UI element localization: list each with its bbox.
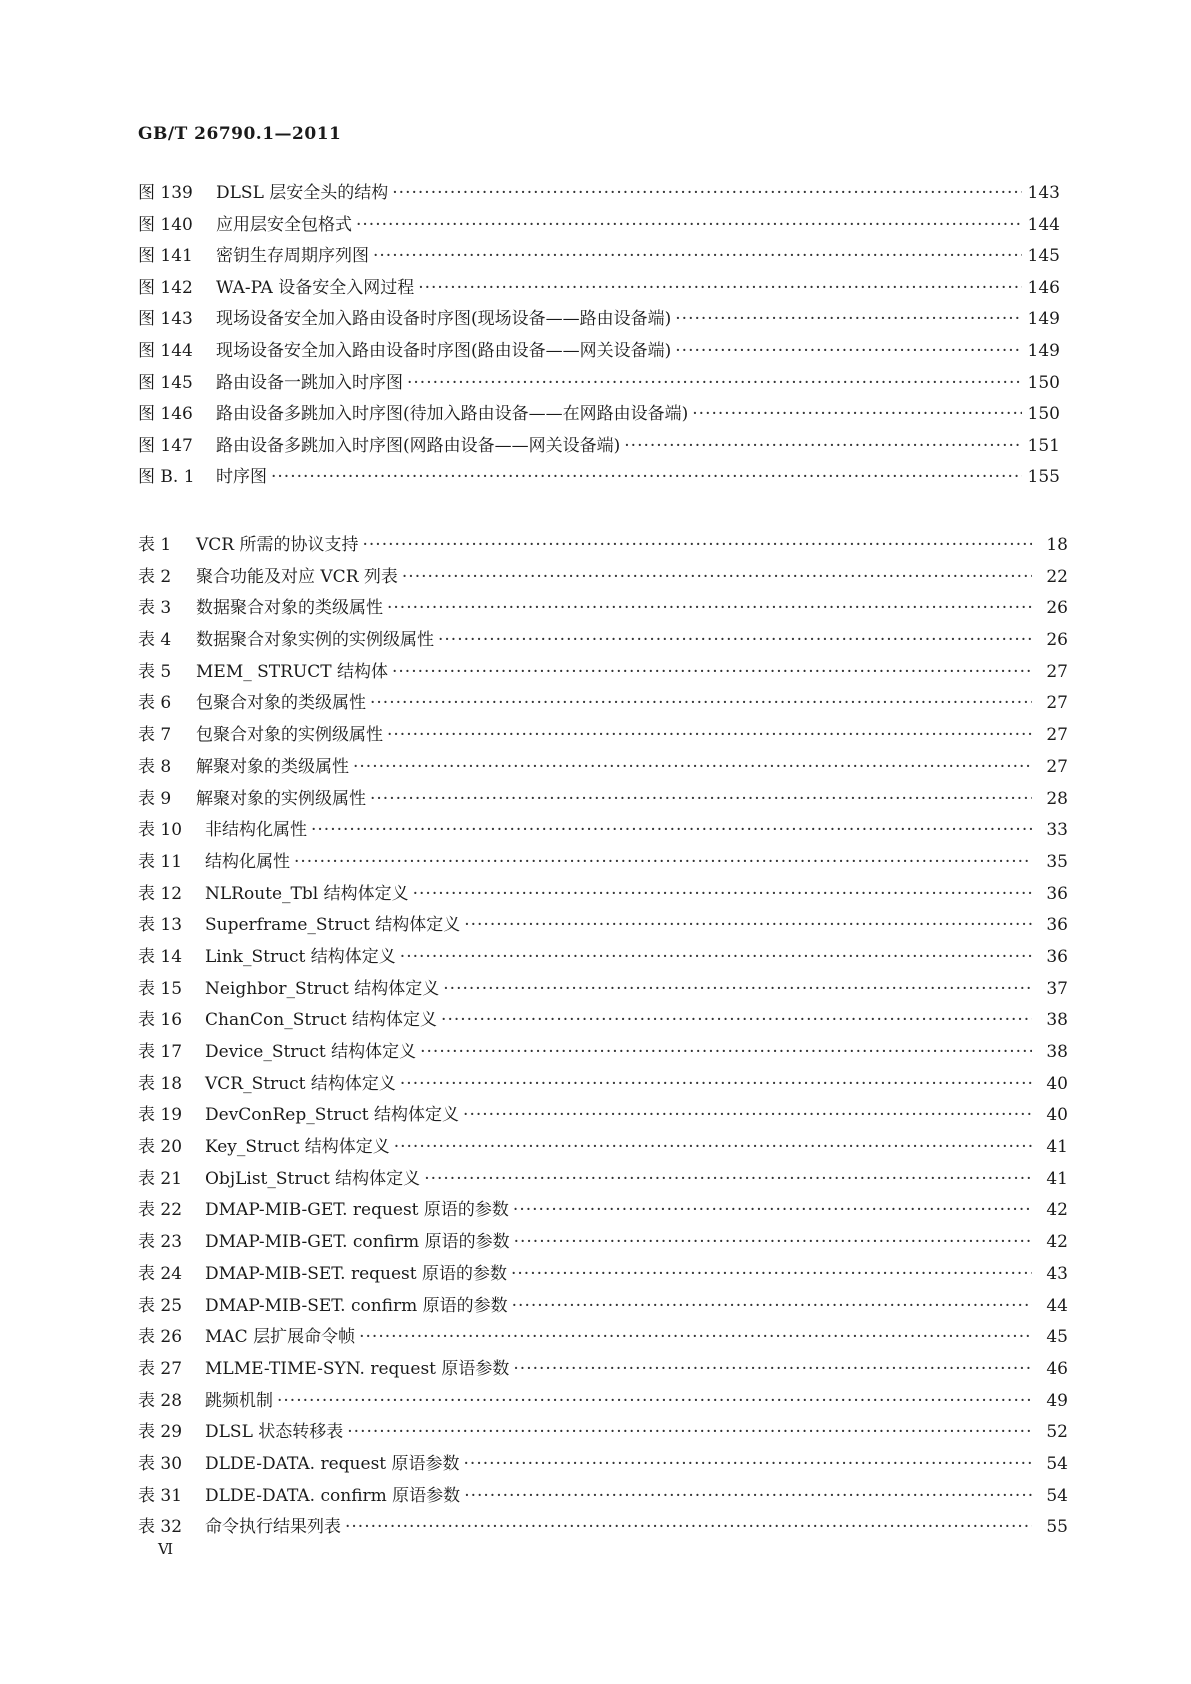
page-number: 54 (1046, 1453, 1068, 1474)
table-number: 表 18 (138, 1073, 183, 1094)
toc-row[interactable] (138, 974, 1068, 1006)
toc-row[interactable] (138, 1291, 1068, 1323)
figure-title: 现场设备安全加入路由设备时序图(路由设备——网关设备端) (216, 340, 672, 361)
table-number: 表 28 (138, 1390, 183, 1411)
page-number: 40 (1046, 1105, 1068, 1126)
page-number: 36 (1046, 915, 1068, 936)
toc-row[interactable] (138, 431, 1060, 463)
table-number: 表 12 (138, 883, 183, 904)
dot-leader (363, 535, 1033, 555)
table-number: 表 15 (138, 978, 183, 999)
dot-leader (464, 1486, 1032, 1506)
table-number: 表 25 (138, 1295, 183, 1316)
dot-leader (511, 1264, 1032, 1284)
table-number: 表 30 (138, 1453, 183, 1474)
page-number: 43 (1046, 1263, 1068, 1284)
table-title: 包聚合对象的实例级属性 (196, 725, 383, 746)
toc-row[interactable] (138, 1037, 1068, 1069)
table-number: 表 14 (138, 946, 183, 967)
dot-leader (370, 789, 1032, 809)
dot-leader (392, 662, 1032, 682)
figure-list (138, 178, 1060, 494)
toc-row[interactable] (138, 368, 1060, 400)
table-number: 表 19 (138, 1105, 183, 1126)
table-number: 表 20 (138, 1137, 183, 1158)
figure-title: 路由设备一跳加入时序图 (216, 372, 403, 393)
table-number: 表 6 (138, 693, 172, 714)
table-number: 表 23 (138, 1232, 183, 1253)
figure-number: 图 147 (138, 435, 193, 456)
dot-leader (443, 979, 1032, 999)
table-number: 表 5 (138, 661, 172, 682)
toc-row[interactable] (138, 1386, 1068, 1418)
toc-row[interactable] (138, 1100, 1068, 1132)
table-title: ChanCon_Struct 结构体定义 (205, 1010, 438, 1031)
page-number: 27 (1046, 693, 1068, 714)
table-title: MLME-TIME-SYN. request 原语参数 (205, 1358, 510, 1379)
dot-leader (675, 309, 1021, 329)
table-number: 表 2 (138, 566, 172, 587)
table-number: 表 10 (138, 820, 183, 841)
page-number: 45 (1046, 1327, 1068, 1348)
page-number: 155 (1027, 467, 1060, 488)
page-number: 26 (1046, 630, 1068, 651)
table-title: 非结构化属性 (205, 820, 307, 841)
toc-row[interactable] (138, 752, 1068, 784)
table-title: 数据聚合对象实例的实例级属性 (196, 630, 434, 651)
toc-row[interactable] (138, 399, 1060, 431)
table-title: DMAP-MIB-SET. confirm 原语的参数 (205, 1295, 508, 1316)
toc-row[interactable] (138, 1322, 1068, 1354)
page-number: 144 (1027, 214, 1060, 235)
toc-row[interactable] (138, 1005, 1068, 1037)
dot-leader (345, 1517, 1032, 1537)
dot-leader (441, 1010, 1032, 1030)
dot-leader (311, 820, 1032, 840)
dot-leader (675, 341, 1021, 361)
page-number: 35 (1046, 851, 1068, 872)
figure-number: 图 144 (138, 340, 193, 361)
toc-row[interactable] (138, 1354, 1068, 1386)
dot-leader (387, 725, 1032, 745)
page-number: 27 (1046, 725, 1068, 746)
toc-row[interactable] (138, 530, 1068, 562)
table-title: 解聚对象的实例级属性 (196, 788, 366, 809)
figure-title: 时序图 (216, 467, 267, 488)
table-title: NLRoute_Tbl 结构体定义 (205, 883, 409, 904)
dot-leader (370, 693, 1032, 713)
page-number: 150 (1027, 372, 1060, 393)
toc-row[interactable] (138, 210, 1060, 242)
page-number: 143 (1027, 183, 1060, 203)
table-title: MAC 层扩展命令帧 (205, 1327, 356, 1348)
table-title: 聚合功能及对应 VCR 列表 (196, 566, 398, 587)
figure-title: WA-PA 设备安全入网过程 (216, 277, 415, 298)
page-number: 55 (1046, 1517, 1068, 1538)
toc-row[interactable] (138, 815, 1068, 847)
toc-row[interactable] (138, 720, 1068, 752)
dot-leader (420, 1042, 1032, 1062)
table-number: 表 22 (138, 1200, 183, 1221)
page-number-footer: Ⅵ (158, 1540, 174, 1558)
page-number: 41 (1046, 1168, 1068, 1189)
toc-row[interactable] (138, 784, 1068, 816)
table-title: DLSL 状态转移表 (205, 1422, 344, 1443)
table-number: 表 24 (138, 1263, 183, 1284)
dot-leader (359, 1327, 1032, 1347)
page-number: 36 (1046, 946, 1068, 967)
toc-row[interactable] (138, 688, 1068, 720)
page-number: 33 (1046, 820, 1068, 841)
page-number: 28 (1046, 788, 1068, 809)
page-number: 27 (1046, 756, 1068, 777)
table-title: Neighbor_Struct 结构体定义 (205, 978, 440, 999)
document-id: GB/T 26790.1—2011 (138, 124, 342, 144)
dot-leader (294, 852, 1032, 872)
page-number: 41 (1046, 1137, 1068, 1158)
page-number: 22 (1046, 566, 1068, 587)
figure-title: 路由设备多跳加入时序图(网路由设备——网关设备端) (216, 435, 621, 456)
table-title: Device_Struct 结构体定义 (205, 1042, 417, 1062)
table-number: 表 11 (138, 851, 183, 872)
table-title: 命令执行结果列表 (205, 1517, 341, 1538)
table-title: Link_Struct 结构体定义 (205, 946, 396, 967)
page-number: 149 (1027, 340, 1060, 361)
dot-leader (400, 947, 1032, 967)
table-title: 跳频机制 (205, 1390, 273, 1411)
dot-leader (692, 404, 1021, 424)
table-number: 表 7 (138, 725, 172, 746)
dot-leader (373, 246, 1022, 266)
page-number: 44 (1046, 1295, 1068, 1316)
figure-number: 图 B. 1 (138, 467, 195, 488)
page-number: 146 (1027, 277, 1060, 298)
toc-row[interactable] (138, 1069, 1068, 1101)
dot-leader (394, 1137, 1032, 1157)
dot-leader (463, 1105, 1032, 1125)
page-number: 46 (1046, 1358, 1068, 1379)
toc-row[interactable] (138, 336, 1060, 368)
toc-row[interactable] (138, 1164, 1068, 1196)
page-number: 145 (1027, 246, 1060, 267)
figure-number: 图 140 (138, 214, 193, 235)
dot-leader (407, 373, 1022, 393)
figure-number: 图 142 (138, 277, 193, 298)
page-number: 26 (1046, 598, 1068, 619)
toc-row[interactable] (138, 178, 1060, 210)
table-title: DevConRep_Struct 结构体定义 (205, 1105, 460, 1126)
dot-leader (356, 215, 1022, 235)
page-number: 38 (1046, 1042, 1068, 1062)
toc-row[interactable] (138, 241, 1060, 273)
table-title: 解聚对象的类级属性 (196, 756, 349, 777)
dot-leader (464, 915, 1032, 935)
toc-row[interactable] (138, 910, 1068, 942)
table-title: DMAP-MIB-GET. request 原语的参数 (205, 1200, 509, 1221)
table-title: 包聚合对象的类级属性 (196, 693, 366, 714)
table-title: VCR 所需的协议支持 (196, 535, 359, 555)
figure-number: 图 143 (138, 309, 193, 330)
table-title: DMAP-MIB-GET. confirm 原语的参数 (205, 1232, 510, 1253)
table-number: 表 26 (138, 1327, 183, 1348)
page-number: 52 (1046, 1422, 1068, 1443)
page-number: 18 (1046, 535, 1068, 555)
toc-row[interactable] (138, 593, 1068, 625)
toc-row[interactable] (138, 304, 1060, 336)
table-number: 表 8 (138, 756, 172, 777)
dot-leader (624, 436, 1021, 456)
table-number: 表 3 (138, 598, 172, 619)
toc-row[interactable] (138, 1512, 1068, 1544)
table-title: Superframe_Struct 结构体定义 (205, 915, 461, 936)
page-number: 37 (1046, 978, 1068, 999)
figure-number: 图 146 (138, 404, 193, 425)
table-number: 表 17 (138, 1042, 183, 1062)
table-title: DLDE-DATA. request 原语参数 (205, 1453, 460, 1474)
table-title: 结构化属性 (205, 851, 290, 872)
dot-leader (514, 1232, 1032, 1252)
dot-leader (438, 630, 1032, 650)
toc-row[interactable] (138, 657, 1068, 689)
page-number: 42 (1046, 1200, 1068, 1221)
figure-title: 应用层安全包格式 (216, 214, 352, 235)
toc-row[interactable] (138, 562, 1068, 594)
table-number: 表 13 (138, 915, 183, 936)
table-number: 表 27 (138, 1358, 183, 1379)
page-number: 42 (1046, 1232, 1068, 1253)
dot-leader (464, 1454, 1032, 1474)
figure-number: 图 145 (138, 372, 193, 393)
table-number: 表 16 (138, 1010, 183, 1031)
toc-row[interactable] (138, 942, 1068, 974)
dot-leader (400, 1074, 1032, 1094)
dot-leader (418, 278, 1021, 298)
figure-title: 现场设备安全加入路由设备时序图(现场设备——路由设备端) (216, 309, 672, 330)
table-number: 表 4 (138, 630, 172, 651)
table-title: VCR_Struct 结构体定义 (205, 1073, 396, 1094)
figure-number: 图 139 (138, 183, 193, 203)
toc-row[interactable] (138, 847, 1068, 879)
table-title: Key_Struct 结构体定义 (205, 1137, 390, 1158)
table-title: DMAP-MIB-SET. request 原语的参数 (205, 1263, 507, 1284)
figure-title: 路由设备多跳加入时序图(待加入路由设备——在网路由设备端) (216, 404, 689, 425)
dot-leader (424, 1169, 1032, 1189)
toc-row[interactable] (138, 625, 1068, 657)
dot-leader (277, 1391, 1032, 1411)
page-number: 150 (1027, 404, 1060, 425)
toc-row[interactable] (138, 1195, 1068, 1227)
page-number: 36 (1046, 883, 1068, 904)
toc-row[interactable] (138, 1481, 1068, 1513)
dot-leader (513, 1359, 1032, 1379)
table-title: DLDE-DATA. confirm 原语参数 (205, 1485, 461, 1506)
toc-row[interactable] (138, 1417, 1068, 1449)
dot-leader (347, 1422, 1032, 1442)
table-title: ObjList_Struct 结构体定义 (205, 1168, 421, 1189)
table-number: 表 1 (138, 535, 172, 555)
table-title: MEM_ STRUCT 结构体 (196, 661, 388, 682)
dot-leader (512, 1296, 1032, 1316)
page-number: 38 (1046, 1010, 1068, 1031)
toc-row[interactable] (138, 1259, 1068, 1291)
page-number: 49 (1046, 1390, 1068, 1411)
dot-leader (271, 467, 1022, 487)
table-number: 表 32 (138, 1517, 183, 1538)
figure-number: 图 141 (138, 246, 193, 267)
dot-leader (387, 598, 1032, 618)
figure-title: 密钥生存周期序列图 (216, 246, 369, 267)
dot-leader (513, 1200, 1032, 1220)
toc-row[interactable] (138, 462, 1060, 494)
dot-leader (353, 757, 1032, 777)
page-number: 27 (1046, 661, 1068, 682)
table-number: 表 31 (138, 1485, 183, 1506)
dot-leader (392, 183, 1021, 203)
toc-row[interactable] (138, 1227, 1068, 1259)
page-number: 151 (1027, 435, 1060, 456)
toc-row[interactable] (138, 1449, 1068, 1481)
dot-leader (413, 884, 1032, 904)
table-title: 数据聚合对象的类级属性 (196, 598, 383, 619)
toc-row[interactable] (138, 273, 1060, 305)
page-number: 149 (1027, 309, 1060, 330)
table-number: 表 21 (138, 1168, 183, 1189)
toc-row[interactable] (138, 879, 1068, 911)
page-number: 54 (1046, 1485, 1068, 1506)
page-number: 40 (1046, 1073, 1068, 1094)
table-list (138, 530, 1068, 1544)
table-number: 表 29 (138, 1422, 183, 1443)
toc-row[interactable] (138, 1132, 1068, 1164)
dot-leader (402, 567, 1032, 587)
table-number: 表 9 (138, 788, 172, 809)
figure-title: DLSL 层安全头的结构 (216, 183, 389, 203)
